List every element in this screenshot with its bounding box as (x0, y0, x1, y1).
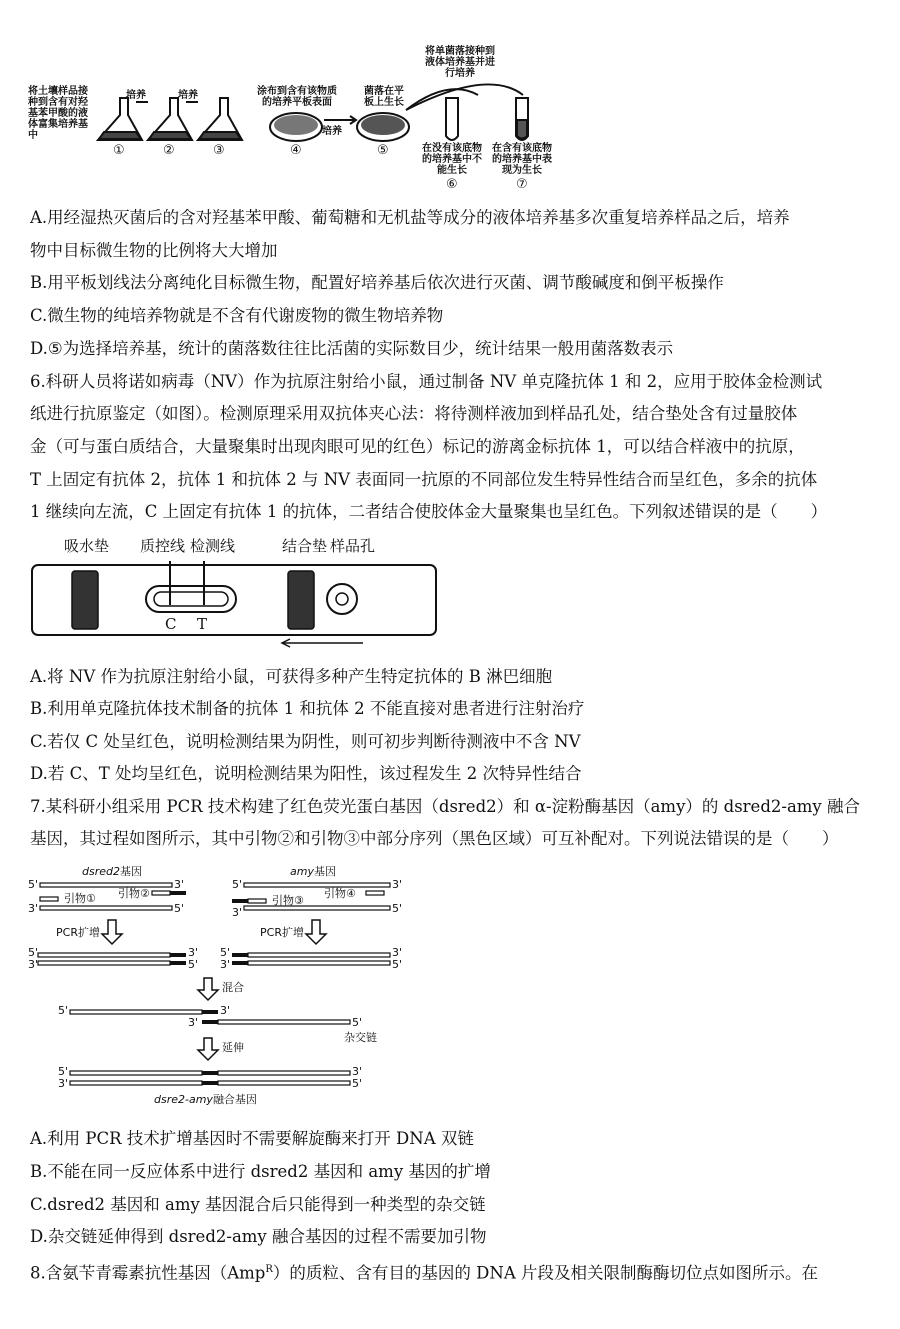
end-3-d: 3' (232, 906, 243, 919)
sample-well-label: 样品孔 (330, 537, 376, 555)
q6-option-d: D.若 C、T 处均呈红色，说明检测结果为阳性，该过程发生 2 次特异性结合 (30, 764, 582, 783)
q8-stem-line1: 8.含氨苄青霉素抗性基因（Amp$^R$）的质粒、含有目的基因的 DNA 片段及相关限制酶酶切位点如图所示。在 (30, 1263, 818, 1283)
t-label: T (197, 615, 208, 633)
pcr-label-left: PCR扩增 (56, 926, 100, 939)
flask-3 (198, 98, 242, 140)
superscript-r: R (265, 1264, 273, 1275)
q5-option-c: C.微生物的纯培养物就是不含有代谢废物的微生物培养物 (30, 306, 444, 325)
num-1: ① (113, 143, 125, 158)
num-3: ③ (213, 143, 225, 158)
end-3-b: 3' (28, 902, 39, 915)
control-line-label: 质控线 (140, 537, 186, 555)
num-7: ⑦ (516, 177, 528, 192)
num-6: ⑥ (446, 177, 458, 192)
end-5-d: 5' (392, 902, 403, 915)
test-line-label: 检测线 (190, 537, 236, 555)
end-3-j: 3' (188, 1016, 199, 1029)
plate-4 (270, 113, 322, 141)
colony-label: 菌落在平板上生长 (364, 86, 404, 108)
end-5-g: 5' (220, 946, 231, 959)
conjugate-pad-label: 结合垫 (282, 537, 328, 555)
culture-label-1: 培养 (126, 90, 146, 101)
culture-label-2: 培养 (178, 90, 198, 101)
num-4: ④ (290, 143, 302, 158)
q7-stem-line2: 基因，其过程如图所示，其中引物②和引物③中部分序列（黑色区域）可互补配对。下列说法错误的是（ ） (30, 829, 839, 848)
q6-option-b: B.利用单克隆抗体技术制备的抗体 1 和抗体 2 不能直接对患者进行注射治疗 (30, 699, 585, 718)
absorbent-pad-label: 吸水垫 (64, 537, 110, 555)
end-5-h: 5' (392, 958, 403, 971)
end-3-l: 3' (58, 1077, 69, 1090)
figure-test-strip (28, 535, 448, 655)
end-5-j: 5' (352, 1016, 363, 1029)
q7-option-c: C.dsred2 基因和 amy 基因混合后只能得到一种类型的杂交链 (30, 1195, 486, 1214)
conjugate-pad (288, 571, 314, 629)
fusion-gene-label: dsre2-amy融合基因 (154, 1093, 257, 1106)
tube7-label: 在含有该底物的培养基中表现为生长 (492, 143, 552, 176)
end-5-b: 5' (174, 902, 185, 915)
q6-option-c: C.若仅 C 处呈红色，说明检测结果为阴性，则可初步判断待测液中不含 NV (30, 732, 581, 751)
culture-label-3: 培养 (322, 126, 342, 137)
end-3-h: 3' (220, 958, 231, 971)
flask-2 (148, 98, 192, 140)
q5-option-b: B.用平板划线法分离纯化目标微生物，配置好培养基后依次进行灭菌、调节酸碱度和倒平板操作 (30, 273, 724, 292)
q6-stem-line4: T 上固定有抗体 2，抗体 1 和抗体 2 与 NV 表面同一抗原的不同部位发生特异性结合而呈红色，多余的抗体 (30, 470, 818, 489)
inoculate-label: 将单菌落接种到液体培养基并进行培养 (425, 46, 495, 79)
end-5-k: 5' (58, 1065, 69, 1078)
end-5-i: 5' (58, 1004, 69, 1017)
pcr-label-right: PCR扩增 (260, 926, 304, 939)
q7-stem-line1: 7.某科研小组采用 PCR 技术构建了红色荧光蛋白基因（dsred2）和 α-淀粉酶基因（amy）的 dsred2-amy 融合 (30, 797, 861, 816)
q7-option-b: B.不能在同一反应体系中进行 dsred2 基因和 amy 基因的扩增 (30, 1162, 491, 1181)
q5-option-a-line1: A.用经湿热灭菌后的含对羟基苯甲酸、葡萄糖和无机盐等成分的液体培养基多次重复培养样品之后，培养 (30, 208, 790, 227)
end-3-c: 3' (392, 878, 403, 891)
q5-option-a-line2: 物中目标微生物的比例将大大增加 (30, 241, 278, 260)
end-3-g: 3' (392, 946, 403, 959)
end-5-e: 5' (28, 946, 39, 959)
step-start-label: 将土壤样品接种到含有对羟基苯甲酸的液体富集培养基中 (28, 86, 88, 141)
q7-option-a: A.利用 PCR 技术扩增基因时不需要解旋酶来打开 DNA 双链 (30, 1129, 474, 1148)
q5-option-d: D.⑤为选择培养基，统计的菌落数往往比活菌的实际数目少，统计结果一般用菌落数表示 (30, 339, 674, 358)
end-5-c: 5' (232, 878, 243, 891)
primer-2-label: 引物② (118, 887, 150, 900)
end-3-e: 3' (188, 946, 199, 959)
q6-stem-line3: 金（可与蛋白质结合，大量聚集时出现肉眼可见的红色）标记的游离金标抗体 1，可以结合样液中的抗原， (30, 437, 805, 456)
extend-label: 延伸 (222, 1041, 244, 1054)
figure-overlap-pcr (28, 860, 408, 1115)
end-3-k: 3' (352, 1065, 363, 1078)
end-3-i: 3' (220, 1004, 231, 1017)
primer-1-label: 引物① (64, 892, 96, 905)
plate-label: 涂布到含有该物质的培养平板表面 (257, 86, 337, 108)
end-3-f: 3' (28, 958, 39, 971)
q6-stem-line1: 6.科研人员将诺如病毒（NV）作为抗原注射给小鼠，通过制备 NV 单克隆抗体 1 和 2，应用于胶体金检测试 (30, 372, 823, 391)
amy-gene-label: amy基因 (290, 865, 336, 878)
tube-7 (516, 98, 528, 140)
tube6-label: 在没有该底物的培养基中不能生长 (422, 143, 482, 176)
num-5: ⑤ (377, 143, 389, 158)
flask-1 (98, 98, 142, 140)
q6-stem-line5: 1 继续向左流，C 上固定有抗体 1 的抗体，二者结合使胶体金大量聚集也呈红色。下列叙述错误的是（ ） (30, 502, 828, 521)
q7-option-d: D.杂交链延伸得到 dsred2-amy 融合基因的过程不需要加引物 (30, 1227, 487, 1246)
hybrid-label: 杂交链 (344, 1031, 377, 1044)
tube-6 (446, 98, 458, 140)
q6-stem-line2: 纸进行抗原鉴定（如图）。检测原理采用双抗体夹心法：将待测样液加到样品孔处，结合垫处含有过量胶体 (30, 404, 798, 423)
dsred2-gene-label: dsred2基因 (82, 865, 142, 878)
enrichment-flow-diagram (28, 40, 588, 200)
end-5-a: 5' (28, 878, 39, 891)
c-label: C (165, 615, 177, 633)
mix-label: 混合 (222, 981, 244, 994)
q6-option-a: A.将 NV 作为抗原注射给小鼠，可获得多种产生特定抗体的 B 淋巴细胞 (30, 667, 553, 686)
num-2: ② (163, 143, 175, 158)
plate-5 (357, 113, 409, 141)
end-3-a: 3' (174, 878, 185, 891)
end-5-f: 5' (188, 958, 199, 971)
absorbent-pad (72, 571, 98, 629)
primer-4-label: 引物④ (324, 887, 356, 900)
primer-3-label: 引物③ (272, 894, 304, 907)
end-5-l: 5' (352, 1077, 363, 1090)
figure-enrichment-culture (28, 40, 588, 200)
